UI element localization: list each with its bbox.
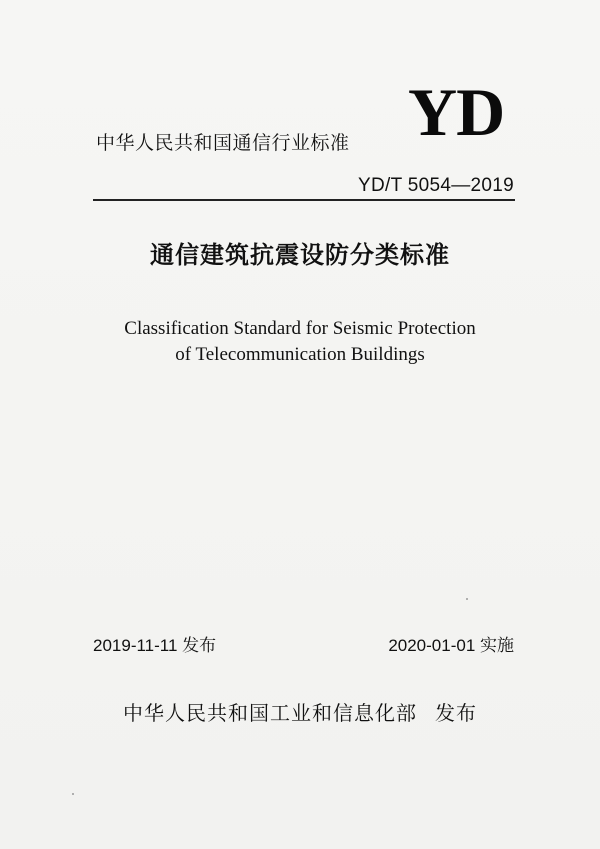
standard-category: 中华人民共和国通信行业标准 [96,132,350,154]
issuer-name: 中华人民共和国工业和信息化部 [123,701,417,725]
issuer-action: 发布 [435,701,477,725]
scan-speck [72,793,74,795]
standard-number: YD/T 5054—2019 [358,175,514,196]
yd-logo: YD [408,74,505,150]
chinese-title: 通信建筑抗震设防分类标准 [150,241,450,269]
issue-date: 2019-11-11 发布 [93,636,217,655]
english-title [0,316,600,368]
english-title-line-2: of Telecommunication Buildings [175,344,425,365]
implementation-date: 2020-01-01 实施 [388,636,514,655]
header-divider [93,199,515,201]
english-title-line-1: Classification Standard for Seismic Protection [124,318,476,339]
scan-speck [466,598,468,600]
issuing-authority [0,703,600,723]
